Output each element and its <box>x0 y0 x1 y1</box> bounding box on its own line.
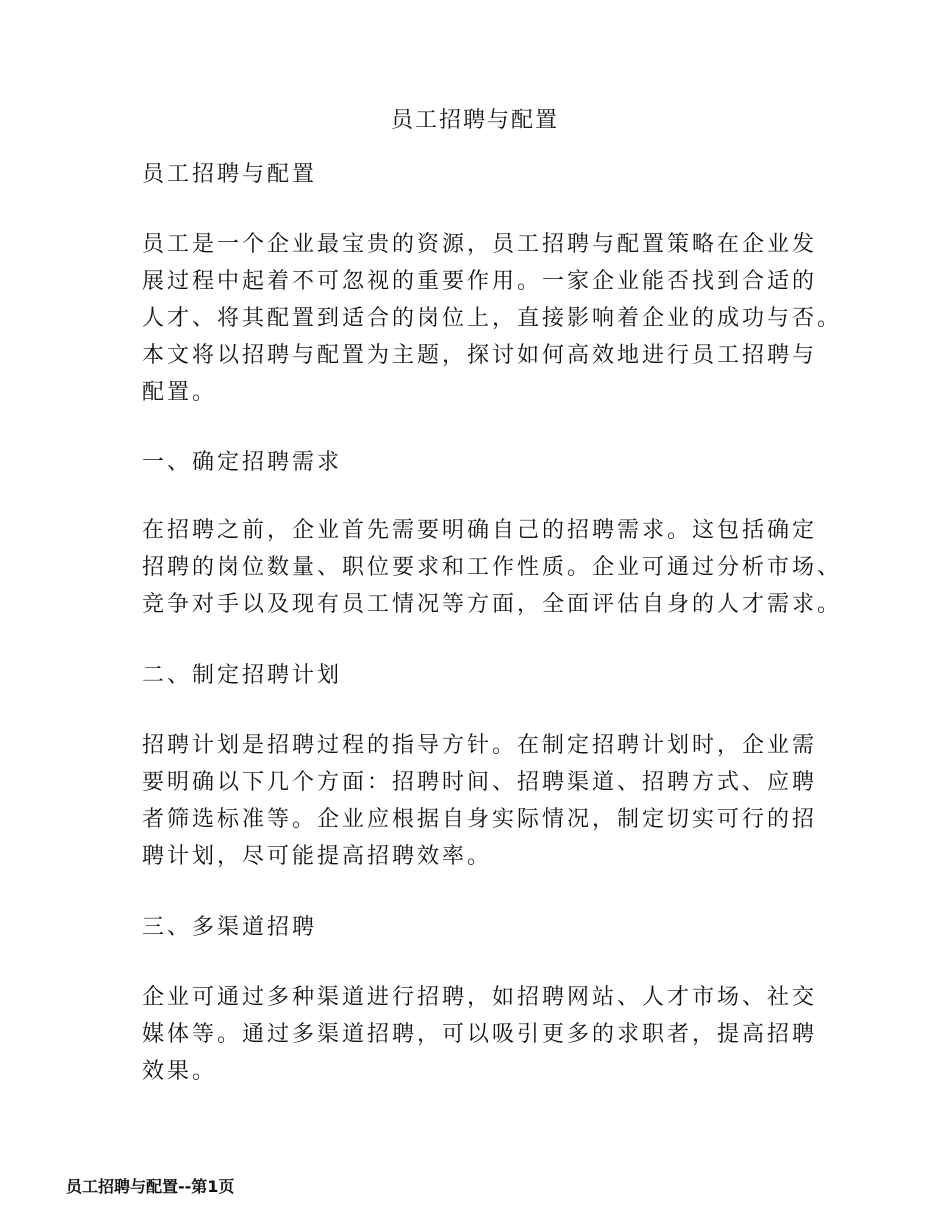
document-subtitle: 员工招聘与配置 <box>142 162 318 187</box>
section-heading-3: 三、多渠道招聘 <box>142 915 318 940</box>
page-footer: 员工招聘与配置--第1页 <box>66 1177 235 1196</box>
section-body-2: 招聘计划是招聘过程的指导方针。在制定招聘计划时，企业需 要明确以下几个方面：招聘时间、招聘渠道、招聘方式、应聘 者筛选标准等。企业应根据自身实际情况，制定切实可行的招 聘计划，尽可能提高招聘效率。 <box>142 733 818 869</box>
section-heading-2: 二、制定招聘计划 <box>142 663 343 688</box>
section-body-1: 在招聘之前，企业首先需要明确自己的招聘需求。这包括确定 招聘的岗位数量、职位要求和工作性质。企业可通过分析市场、 竞争对手以及现有员工情况等方面，全面评估自身的人才需求。 <box>142 518 843 617</box>
section-body-3: 企业可通过多种渠道进行招聘，如招聘网站、人才市场、社交 媒体等。通过多渠道招聘，可以吸引更多的求职者，提高招聘 效果。 <box>142 985 818 1084</box>
page-title: 员工招聘与配置 <box>390 108 559 133</box>
section-heading-1: 一、确定招聘需求 <box>142 450 343 475</box>
intro-paragraph: 员工是一个企业最宝贵的资源，员工招聘与配置策略在企业发 展过程中起着不可忽视的重要作用。一家企业能否找到合适的 人才、将其配置到适合的岗位上，直接影响着企业的成功与否。 本文将以招聘与配置为主题，探讨如何高效地进行员工招聘与 配置。 <box>142 232 843 405</box>
